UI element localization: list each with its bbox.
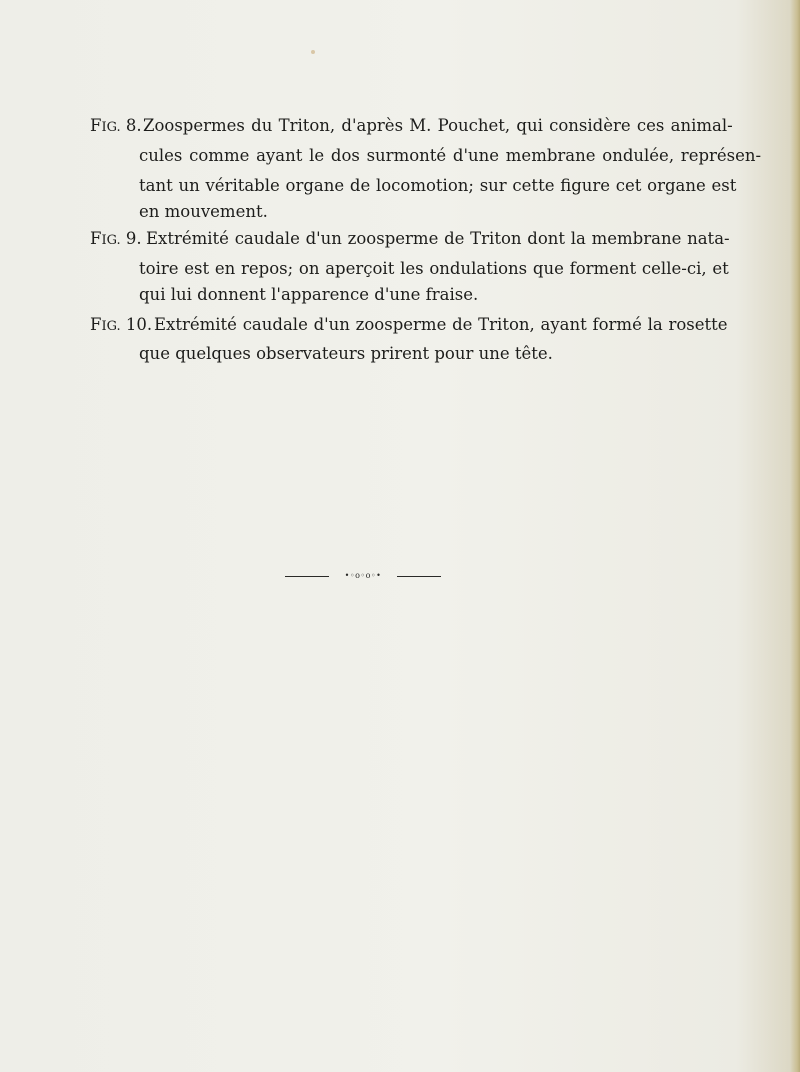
figure-label-prefix: F bbox=[90, 116, 102, 135]
figure-label-rest: IG. bbox=[101, 120, 121, 135]
caption-line: tant un véritable organe de locomotion; sur cette figure cet organe est bbox=[139, 176, 737, 195]
ornamental-rule bbox=[285, 571, 441, 581]
ornament-beads: •◦o◦o◦• bbox=[344, 571, 382, 580]
figure-label bbox=[90, 229, 142, 251]
figure-label bbox=[90, 315, 152, 337]
caption-line: toire est en repos; on aperçoit les ondulations que forment celle-ci, et bbox=[139, 259, 729, 278]
figure-label-rest: IG. bbox=[101, 319, 121, 334]
page-edge bbox=[790, 0, 800, 1072]
caption-line: que quelques observateurs prirent pour une tête. bbox=[139, 344, 553, 363]
figure-label-rest: IG. bbox=[101, 233, 121, 248]
caption-line: qui lui donnent l'apparence d'une fraise. bbox=[139, 285, 479, 304]
ornament-rule-right bbox=[397, 576, 441, 577]
ornament-rule-left bbox=[285, 576, 329, 577]
figure-label-prefix: F bbox=[90, 229, 102, 248]
caption-line: cules comme ayant le dos surmonté d'une membrane ondulée, représen- bbox=[139, 146, 762, 165]
figure-label-prefix: F bbox=[90, 315, 102, 334]
paper-speck bbox=[311, 50, 315, 54]
caption-line: Zoospermes du Triton, d'après M. Pouchet, qui considère ces animal- bbox=[143, 116, 733, 135]
figure-number: 10. bbox=[125, 315, 153, 334]
figure-number: 9. bbox=[125, 229, 142, 248]
figure-label bbox=[90, 116, 142, 138]
caption-line: Extrémité caudale d'un zoosperme de Triton dont la membrane nata- bbox=[146, 229, 730, 248]
caption-line: en mouvement. bbox=[139, 202, 268, 221]
caption-line: Extrémité caudale d'un zoosperme de Triton, ayant formé la rosette bbox=[154, 315, 728, 334]
figure-number: 8. bbox=[125, 116, 142, 135]
